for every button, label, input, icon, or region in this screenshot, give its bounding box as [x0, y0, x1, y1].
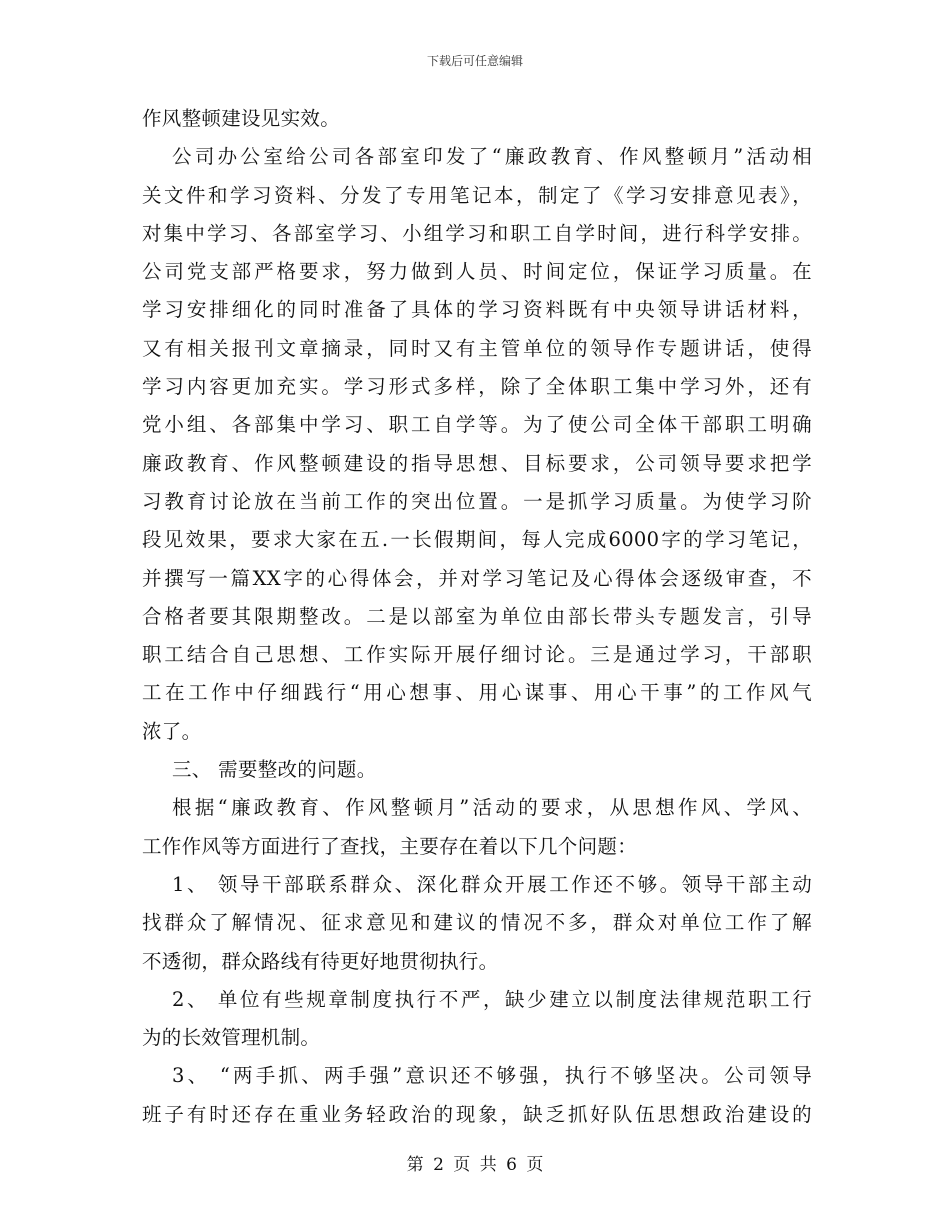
- list-item-line: 为的长效管理机制。: [142, 1026, 321, 1050]
- paragraph-line: 公司办公室给公司各部室印发了“廉政教育、作风整顿月”活动相: [172, 145, 812, 169]
- paragraph-line: 对集中学习、各部室学习、小组学习和职工自学时间，进行科学安排。: [142, 221, 812, 245]
- list-item-line: 1、 领导干部联系群众、深化群众开展工作还不够。领导干部主动: [172, 872, 812, 896]
- paragraph-line: 浓了。: [142, 719, 202, 743]
- page-header: 下载后可任意编辑: [426, 54, 523, 68]
- paragraph-line: 段见效果，要求大家在五.一长假期间，每人完成6000字的学习笔记，: [142, 528, 812, 552]
- paragraph-line: 学习安排细化的同时准备了具体的学习资料既有中央领导讲话材料，: [142, 298, 812, 322]
- document-body: [142, 100, 812, 1134]
- paragraph-line: 关文件和学习资料、分发了专用笔记本，制定了《学习安排意见表》，: [142, 183, 812, 207]
- paragraph-line: 根据“廉政教育、作风整顿月”活动的要求，从思想作风、学风、: [172, 796, 812, 820]
- list-item-line: 不透彻，群众路线有待更好地贯彻执行。: [142, 949, 499, 973]
- list-item-line: 3、 “两手抓、两手强”意识还不够强，执行不够坚决。公司领导: [172, 1064, 812, 1088]
- paragraph-line: 合格者要其限期整改。二是以部室为单位由部长带头专题发言，引导: [142, 604, 812, 628]
- paragraph-line: 公司党支部严格要求，努力做到人员、时间定位，保证学习质量。在: [142, 260, 812, 284]
- paragraph-line: 学习内容更加充实。学习形式多样，除了全体职工集中学习外，还有: [142, 375, 812, 399]
- paragraph-line: 作风整顿建设见实效。: [142, 107, 341, 130]
- paragraph-line: 习教育讨论放在当前工作的突出位置。一是抓学习质量。为使学习阶: [142, 489, 812, 513]
- list-item-line: 找群众了解情况、征求意见和建议的情况不多，群众对单位工作了解: [142, 911, 812, 935]
- paragraph-line: 党小组、各部集中学习、职工自学等。为了使公司全体干部职工明确: [142, 413, 812, 437]
- list-item-line: 2、 单位有些规章制度执行不严，缺少建立以制度法律规范职工行: [172, 987, 812, 1011]
- list-item-line: 班子有时还存在重业务轻政治的现象，缺乏抓好队伍思想政治建设的: [142, 1102, 812, 1126]
- paragraph-line: 廉政教育、作风整顿建设的指导思想、目标要求，公司领导要求把学: [142, 451, 812, 475]
- paragraph-line: 工作作风等方面进行了查找，主要存在着以下几个问题：: [142, 834, 638, 858]
- section-heading: 三、 需要整改的问题。: [172, 758, 377, 782]
- paragraph-line: 并撰写一篇XX字的心得体会，并对学习笔记及心得体会逐级审查，不: [142, 566, 812, 590]
- paragraph-line: 职工结合自己思想、工作实际开展仔细讨论。三是通过学习，干部职: [142, 643, 812, 667]
- page-number-footer: 第 2 页 共 6 页: [406, 1155, 544, 1175]
- paragraph-line: 工在工作中仔细践行“用心想事、用心谋事、用心干事”的工作风气: [142, 681, 812, 705]
- paragraph-line: 又有相关报刊文章摘录，同时又有主管单位的领导作专题讲话，使得: [142, 336, 812, 360]
